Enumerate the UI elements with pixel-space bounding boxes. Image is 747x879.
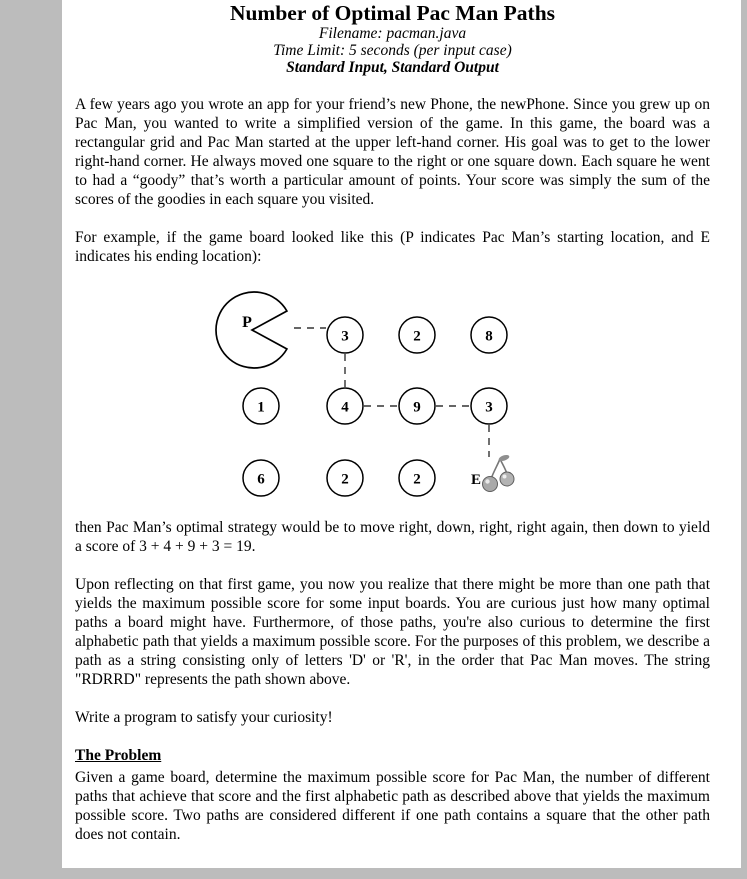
grid-cell-r1c4 [471, 317, 507, 353]
grid-cell-r2c3 [399, 388, 435, 424]
grid-cell-r3c2 [327, 460, 363, 496]
example-intro-paragraph: For example, if the game board looked like this (P indicates Pac Man’s starting location, and E indicates his ending location): [75, 229, 710, 265]
grid-cell-r1c2 [327, 317, 363, 353]
end-label: E [470, 472, 482, 488]
grid-cell-value: 3 [341, 328, 349, 345]
board-graphic [210, 287, 540, 499]
grid-cell-value: 3 [485, 399, 493, 416]
grid-cell-r2c4 [471, 388, 507, 424]
grid-cell-value: 8 [485, 328, 493, 345]
strategy-paragraph: then Pac Man’s optimal strategy would be to move right, down, right, right again, then down to yield a score of 3 + 4 + 9 + 3 = 19. [75, 519, 710, 555]
time-limit-line: Time Limit: 5 seconds (per input case) [273, 42, 512, 59]
grid-cell-value: 2 [413, 471, 421, 488]
intro-paragraph: A few years ago you wrote an app for your friend’s new Phone, the newPhone. Since you grew up on Pac Man, you wanted to write a simplified version of the game. In this game, the board was a rectangular grid and Pac Man started at the upper left-hand corner. His goal was to get to the lower right-hand corner. He always moved one square to the right or one square down. Each square he went to had a “goody” that’s worth a particular amount of points. Your score was simply the sum of the scores of the goodies in each square you visited. [75, 96, 710, 208]
reflection-paragraph: Upon reflecting on that first game, you now you realize that there might be more than one path that yields the maximum possible score for some input boards. You are curious just how many optimal paths a board might have. Furthermore, of those paths, you're also curious to determine the first alphabetic path that yields a maximum possible score. For the purposes of this problem, we describe a path as a string consisting only of letters 'D' or 'R', in the order that Pac Man moves. The string "RDRRD" represents the path shown above. [75, 576, 710, 688]
grid-cell-r2c2 [327, 388, 363, 424]
curiosity-line: Write a program to satisfy your curiosity! [75, 709, 333, 726]
document-page [62, 0, 741, 868]
grid-cell-value: 6 [257, 471, 265, 488]
grid-cell-value: 2 [341, 471, 349, 488]
grid-cell-value: 4 [341, 399, 349, 416]
pacman-start-label: P [242, 314, 252, 331]
grid-cell-r1c3 [399, 317, 435, 353]
grid-cell-value: 2 [413, 328, 421, 345]
filename-line: Filename: pacman.java [318, 25, 467, 42]
problem-section-body: Given a game board, determine the maximum possible score for Pac Man, the number of different paths that achieve that score and the first alphabetic path as described above that yields the maximum possible score. Two paths are considered different if one path contains a square that the other path does not contain. [75, 769, 710, 843]
io-line: Standard Input, Standard Output [286, 59, 499, 76]
grid-cell-value: 9 [413, 399, 421, 416]
problem-section-heading: The Problem [75, 747, 162, 764]
grid-cell-r3c1 [243, 460, 279, 496]
grid-cell-value: 1 [257, 399, 265, 416]
problem-title: Number of Optimal Pac Man Paths [229, 1, 556, 25]
cherries-icon [483, 454, 515, 492]
grid-cell-r2c1 [243, 388, 279, 424]
board-diagram [210, 287, 710, 499]
grid-cell-r3c3 [399, 460, 435, 496]
